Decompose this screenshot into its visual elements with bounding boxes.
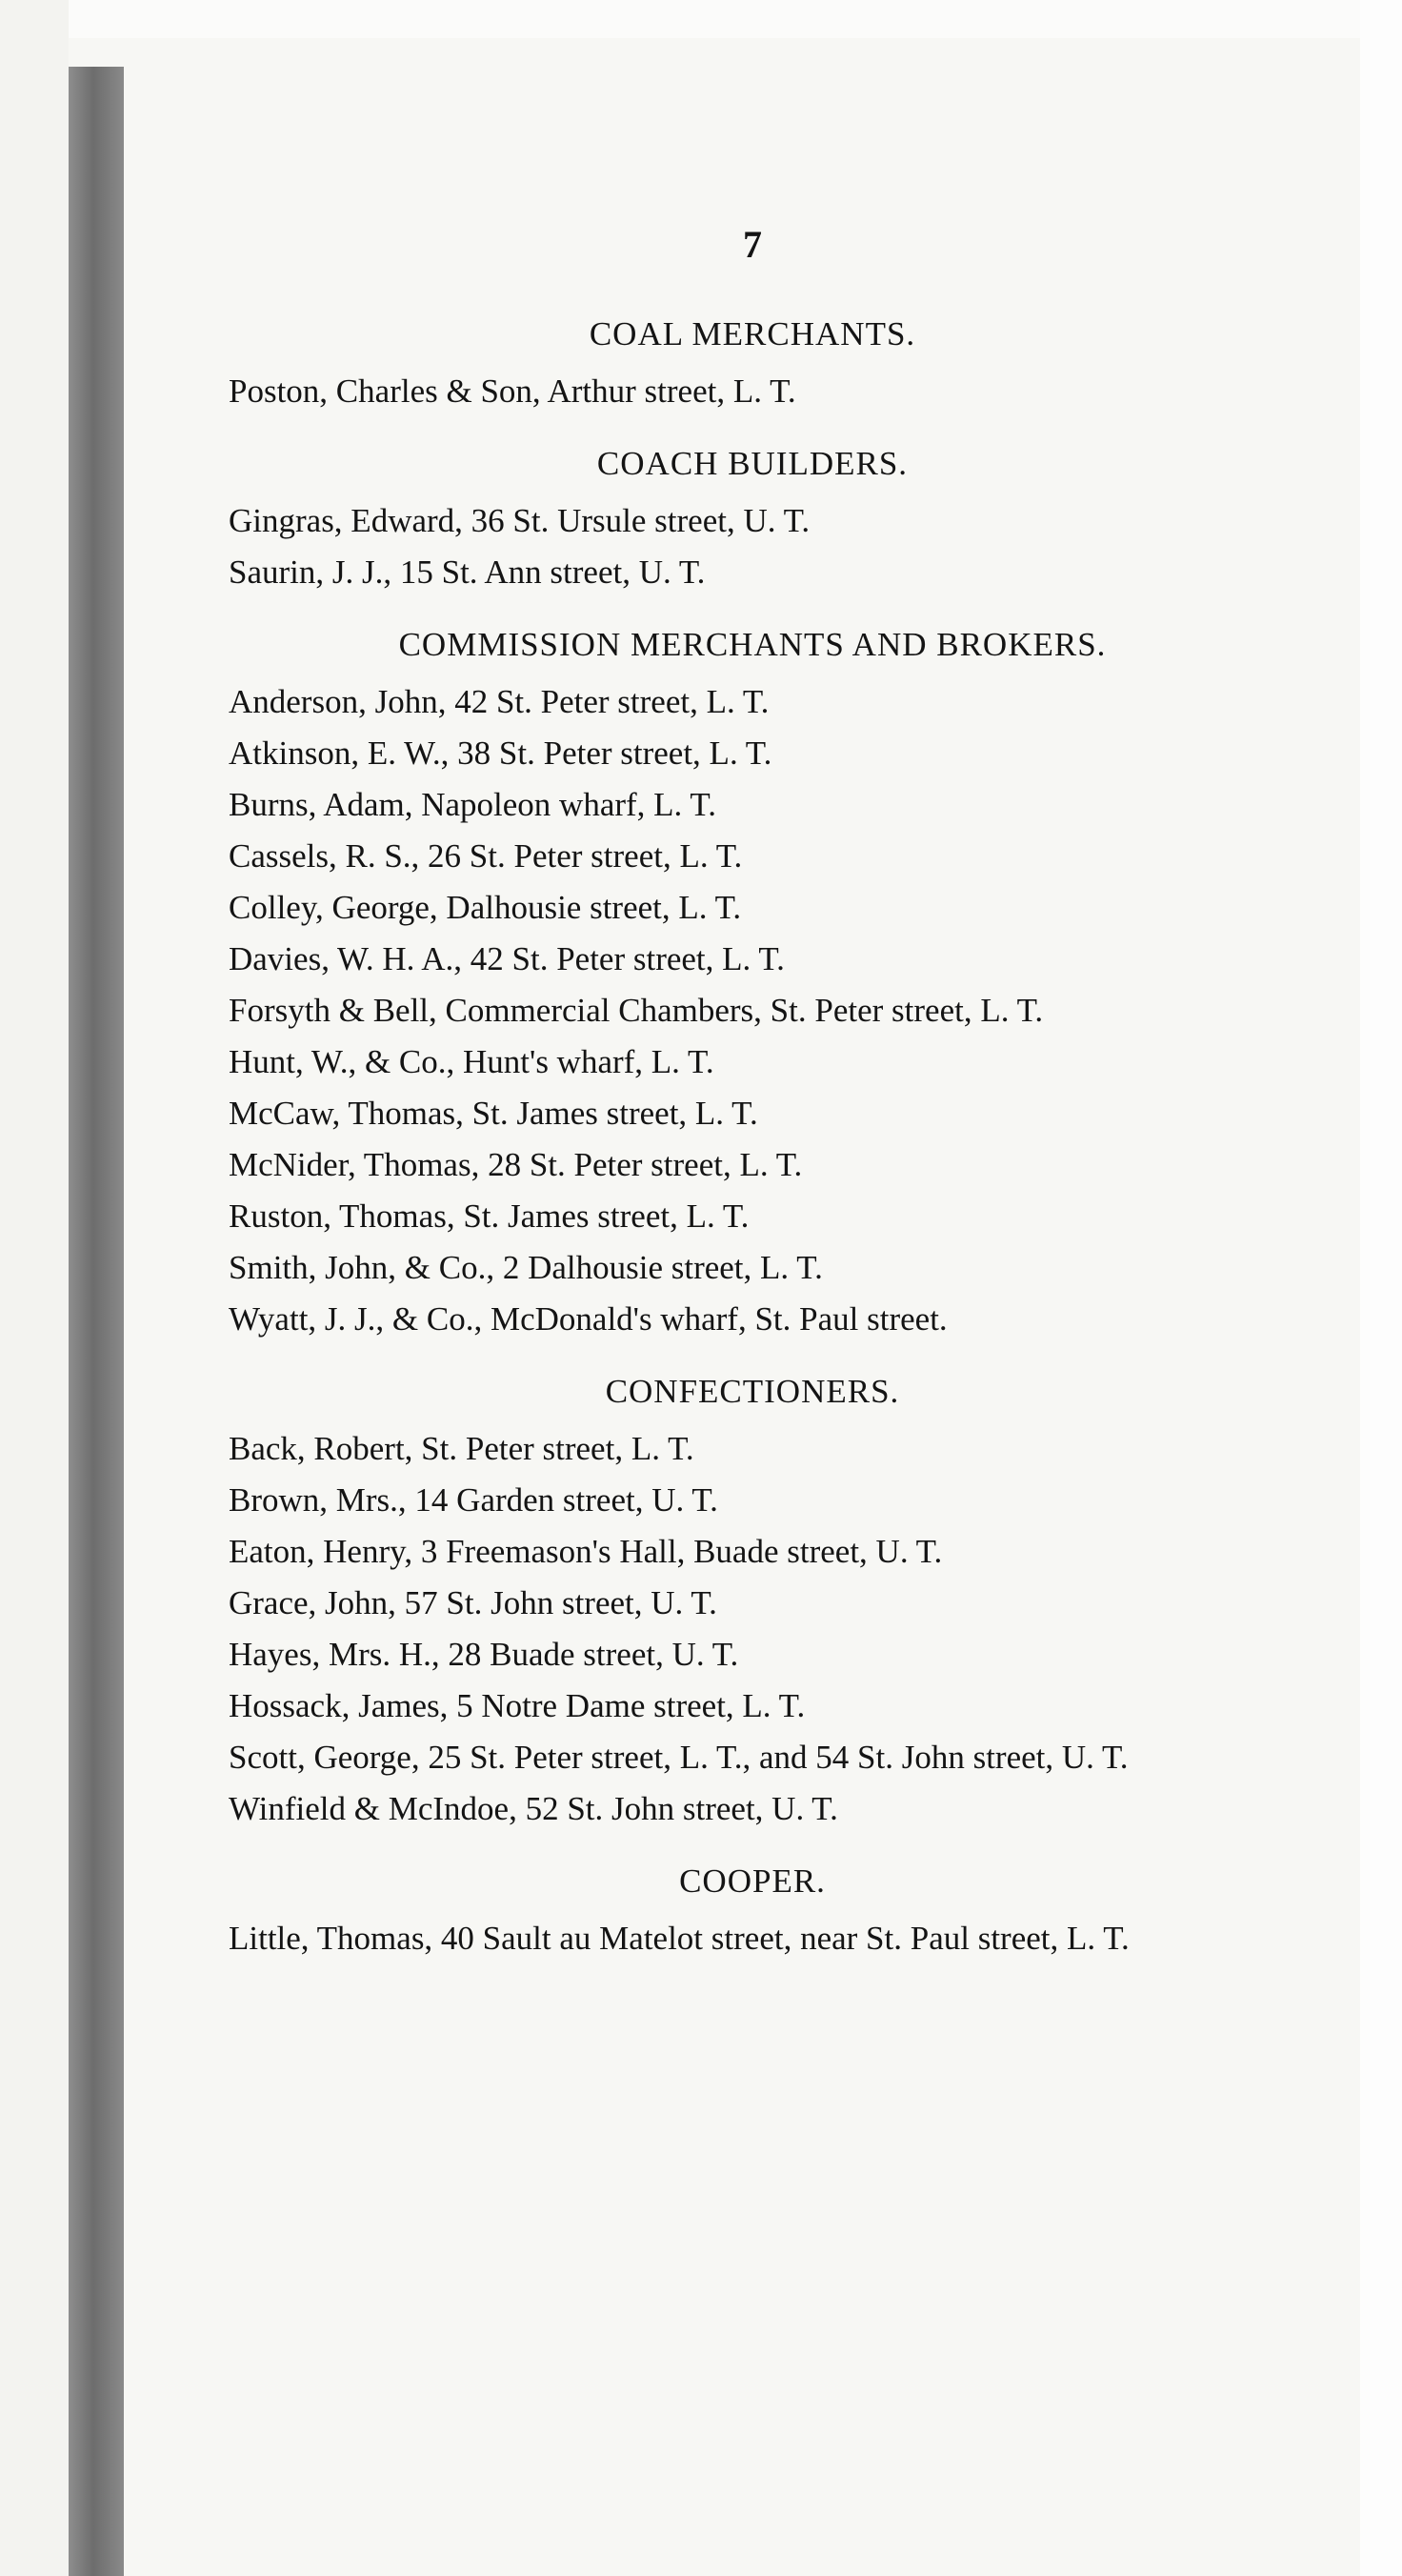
entry: Poston, Charles & Son, Arthur street, L. T.: [229, 372, 796, 410]
section-heading-cooper: COOPER.: [679, 1862, 826, 1900]
entry: Wyatt, J. J., & Co., McDonald's wharf, St. Paul street.: [229, 1300, 948, 1338]
entry: Ruston, Thomas, St. James street, L. T.: [229, 1197, 750, 1235]
entry: Anderson, John, 42 St. Peter street, L. T.: [229, 683, 770, 720]
entry: Little, Thomas, 40 Sault au Matelot street, near St. Paul street, L. T.: [229, 1920, 1130, 1957]
entry: Forsyth & Bell, Commercial Chambers, St. Peter street, L. T.: [229, 992, 1044, 1029]
entry: Brown, Mrs., 14 Garden street, U. T.: [229, 1481, 718, 1519]
section-heading-commission-merchants: COMMISSION MERCHANTS AND BROKERS.: [398, 626, 1107, 663]
top-edge: [0, 0, 1402, 38]
entry: Colley, George, Dalhousie street, L. T.: [229, 889, 742, 926]
entry: Scott, George, 25 St. Peter street, L. T., and 54 St. John street, U. T.: [229, 1739, 1129, 1776]
entry: Hossack, James, 5 Notre Dame street, L. T.: [229, 1687, 806, 1724]
entry: Hunt, W., & Co., Hunt's wharf, L. T.: [229, 1043, 714, 1080]
entry: Smith, John, & Co., 2 Dalhousie street, L. T.: [229, 1249, 823, 1286]
entry: Davies, W. H. A., 42 St. Peter street, L. T.: [229, 940, 785, 977]
entry: Back, Robert, St. Peter street, L. T.: [229, 1430, 694, 1467]
entry: Grace, John, 57 St. John street, U. T.: [229, 1584, 717, 1621]
entry: Burns, Adam, Napoleon wharf, L. T.: [229, 786, 716, 823]
page-number: 7: [743, 223, 762, 266]
section-heading-coach-builders: COACH BUILDERS.: [596, 445, 909, 482]
entry: Cassels, R. S., 26 St. Peter street, L. T.: [229, 837, 743, 875]
entry: Atkinson, E. W., 38 St. Peter street, L. T.: [229, 735, 772, 772]
left-margin: [0, 0, 69, 2576]
entry: McCaw, Thomas, St. James street, L. T.: [229, 1095, 758, 1132]
entry: Eaton, Henry, 3 Freemason's Hall, Buade street, U. T.: [229, 1533, 943, 1570]
entry: Gingras, Edward, 36 St. Ursule street, U. T.: [229, 502, 811, 539]
entry: McNider, Thomas, 28 St. Peter street, L. T.: [229, 1146, 803, 1183]
right-page-edge: [1360, 0, 1402, 2576]
entry: Saurin, J. J., 15 St. Ann street, U. T.: [229, 553, 706, 591]
book-spine-shadow: [69, 67, 124, 2576]
entry: Hayes, Mrs. H., 28 Buade street, U. T.: [229, 1636, 739, 1673]
section-heading-coal-merchants: COAL MERCHANTS.: [589, 315, 916, 352]
directory-text: [229, 219, 1219, 1964]
entry: Winfield & McIndoe, 52 St. John street, U. T.: [229, 1790, 838, 1827]
section-heading-confectioners: CONFECTIONERS.: [605, 1373, 900, 1410]
